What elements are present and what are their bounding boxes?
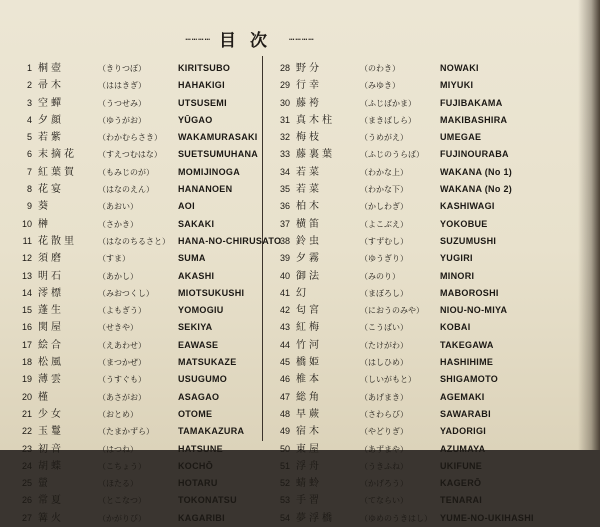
entry-chapter-title: 絵合: [38, 339, 64, 351]
toc-entry: [268, 371, 590, 388]
entry-romaji: USUGUMO: [178, 374, 228, 385]
entry-chapter-title: 総角: [296, 391, 322, 403]
entry-number: 54: [279, 512, 290, 523]
entry-romaji: TAMAKAZURA: [178, 426, 245, 437]
entry-reading: （すずむし）: [360, 236, 409, 246]
entry-romaji: WAKANA (No 1): [440, 166, 513, 177]
entry-romaji: KAGERŌ: [440, 478, 482, 489]
entry-number: 27: [21, 512, 32, 523]
entry-romaji: SEKIYA: [178, 322, 213, 333]
entry-romaji: WAKANA (No 2): [440, 184, 513, 195]
entry-reading: （あかし）: [98, 271, 138, 281]
entry-chapter-title: 椎本: [296, 374, 322, 386]
entry-reading: （みおつくし）: [98, 288, 154, 298]
toc-entry: [268, 164, 590, 181]
entry-reading: （はつね）: [98, 444, 138, 454]
entry-chapter-title: 蓬生: [38, 305, 64, 317]
entry-chapter-title: 少女: [38, 408, 64, 420]
entry-chapter-title: 真木柱: [296, 114, 335, 126]
entry-romaji: MABOROSHI: [440, 287, 499, 298]
entry-romaji: AKASHI: [178, 270, 215, 281]
toc-entry: [268, 441, 590, 458]
toc-entry: [268, 337, 590, 354]
entry-reading: （もみじのが）: [98, 167, 154, 177]
entry-romaji: MINORI: [440, 270, 475, 281]
toc-entry: [12, 146, 260, 163]
entry-chapter-title: 宿木: [296, 426, 322, 438]
entry-chapter-title: 末摘花: [38, 149, 77, 161]
entry-chapter-title: 螢: [38, 478, 51, 490]
entry-number: 20: [21, 391, 32, 402]
entry-reading: （はなのちるさと）: [98, 236, 170, 246]
entry-reading: （ゆうぎり）: [360, 254, 408, 264]
toc-entry: [12, 458, 260, 475]
entry-number: 22: [21, 426, 32, 437]
entry-chapter-title: 野分: [296, 63, 322, 74]
entry-romaji: FUJIBAKAMA: [440, 97, 503, 108]
entry-chapter-title: 梅枝: [296, 132, 322, 144]
entry-chapter-title: 関屋: [38, 322, 64, 334]
toc-entry: [12, 510, 260, 527]
entry-romaji: KOBAI: [440, 322, 471, 333]
toc-entry: [268, 250, 590, 267]
entry-reading: （のわき）: [360, 64, 400, 73]
entry-number: 38: [279, 235, 290, 246]
toc-entry: [268, 458, 590, 475]
entry-reading: （かげろう）: [360, 479, 408, 489]
entry-chapter-title: 紅梅: [296, 322, 322, 334]
toc-entry: [268, 146, 590, 163]
entry-number: 33: [279, 149, 290, 160]
entry-number: 52: [279, 478, 290, 489]
entry-number: 4: [26, 114, 32, 125]
entry-number: 3: [26, 97, 32, 108]
toc-entry: [12, 216, 260, 233]
entry-number: 46: [279, 374, 290, 385]
entry-chapter-title: 竹河: [296, 339, 322, 351]
entry-number: 31: [279, 114, 290, 125]
entry-romaji: SAKAKI: [178, 218, 215, 229]
entry-number: 43: [279, 322, 290, 333]
entry-number: 16: [21, 322, 32, 333]
entry-chapter-title: 蜻蛉: [296, 478, 322, 490]
entry-romaji: TOKONATSU: [178, 495, 237, 506]
toc-entry: [12, 77, 260, 94]
entry-reading: （ほたる）: [98, 479, 138, 489]
toc-entry: [268, 406, 590, 423]
entry-chapter-title: 藤裏葉: [296, 149, 335, 161]
entry-number: 2: [26, 80, 32, 91]
entry-chapter-title: 行幸: [296, 80, 322, 92]
entry-number: 25: [21, 478, 32, 489]
entry-reading: （あおい）: [98, 202, 138, 212]
toc-entry: [268, 233, 590, 250]
entry-number: 30: [279, 97, 290, 108]
toc-entry: [12, 285, 260, 302]
entry-romaji: AGEMAKI: [440, 391, 485, 402]
entry-reading: （ははきぎ）: [98, 81, 146, 91]
toc-entry: [268, 77, 590, 94]
toc-entry: [268, 181, 590, 198]
entry-chapter-title: 空蟬: [38, 97, 64, 109]
header-dots-right: …………: [289, 33, 315, 43]
entry-number: 41: [279, 287, 290, 298]
entry-romaji: KIRITSUBO: [178, 63, 231, 73]
toc-entry: [12, 250, 260, 267]
entry-romaji: MATSUKAZE: [178, 357, 237, 368]
entry-reading: （やどりぎ）: [360, 427, 408, 437]
entry-romaji: NOWAKI: [440, 63, 479, 73]
entry-chapter-title: 帚木: [38, 80, 64, 92]
entry-romaji: KAGARIBI: [178, 512, 225, 523]
entry-romaji: AOI: [178, 201, 195, 212]
toc-entry: [12, 423, 260, 440]
entry-romaji: MAKIBASHIRA: [440, 114, 508, 125]
entry-chapter-title: 橋姫: [296, 357, 322, 369]
entry-reading: （こうばい）: [360, 323, 408, 333]
entry-number: 28: [279, 63, 290, 73]
entry-romaji: MIOTSUKUSHI: [178, 287, 245, 298]
entry-chapter-title: 夕顔: [38, 114, 64, 126]
entry-romaji: ASAGAO: [178, 391, 220, 402]
entry-romaji: WAKAMURASAKI: [178, 132, 258, 143]
entry-reading: （まぼろし）: [360, 288, 408, 298]
entry-reading: （わかな下）: [360, 185, 408, 195]
toc-entry: [12, 181, 260, 198]
entry-reading: （うすぐも）: [98, 375, 146, 385]
entry-number: 49: [279, 426, 290, 437]
entry-reading: （こちょう）: [98, 461, 146, 471]
toc-entry: [12, 319, 260, 336]
toc-entry: [268, 389, 590, 406]
toc-entry: [268, 129, 590, 146]
entry-reading: （ふじのうらば）: [360, 150, 424, 160]
toc-entry: [268, 268, 590, 285]
entry-number: 48: [279, 408, 290, 419]
entry-reading: （せきや）: [98, 323, 138, 333]
entry-chapter-title: 松風: [38, 357, 64, 369]
toc-entry: [12, 389, 260, 406]
entry-romaji: SHIGAMOTO: [440, 374, 499, 385]
entry-reading: （まつかぜ）: [98, 358, 146, 368]
entry-number: 8: [26, 184, 32, 195]
entry-reading: （かがりび）: [98, 513, 146, 523]
toc-entry: [268, 423, 590, 440]
toc-entry: [12, 406, 260, 423]
entry-romaji: KOCHŌ: [178, 460, 213, 471]
entry-number: 23: [21, 443, 32, 454]
entry-chapter-title: 澪標: [38, 287, 64, 299]
toc-entry: [12, 198, 260, 215]
toc-column-left: [12, 60, 282, 527]
toc-entry: [268, 354, 590, 371]
toc-entry: [268, 510, 590, 527]
entry-reading: （ゆめのうきはし）: [360, 513, 432, 523]
entry-chapter-title: 鈴虫: [296, 235, 322, 247]
entry-number: 44: [279, 339, 290, 350]
entry-number: 5: [26, 132, 32, 143]
toc-entry: [12, 302, 260, 319]
entry-romaji: SUZUMUSHI: [440, 235, 497, 246]
toc-entry: [268, 492, 590, 509]
entry-chapter-title: 明石: [38, 270, 64, 282]
entry-reading: （よこぶえ）: [360, 219, 408, 229]
entry-reading: （さわらび）: [360, 409, 408, 419]
toc-entry: [12, 337, 260, 354]
entry-reading: （まきばしら）: [360, 115, 416, 125]
entry-romaji: HASHIHIME: [440, 357, 494, 368]
entry-romaji: UMEGAE: [440, 132, 482, 143]
entry-romaji: AZUMAYA: [440, 443, 486, 454]
entry-chapter-title: 横笛: [296, 218, 322, 230]
entry-number: 10: [21, 218, 32, 229]
entry-chapter-title: 紅葉賀: [38, 166, 77, 178]
entry-chapter-title: 東屋: [296, 443, 322, 455]
toc-entry: [268, 112, 590, 129]
entry-reading: （すま）: [98, 254, 130, 264]
header-dots-left: …………: [185, 33, 211, 43]
entry-romaji: HOTARU: [178, 478, 218, 489]
entry-romaji: HANANOEN: [178, 184, 233, 195]
entry-romaji: FUJINOURABA: [440, 149, 509, 160]
entry-number: 13: [21, 270, 32, 281]
toc-entry: [12, 60, 260, 77]
entry-romaji: TENARAI: [440, 495, 483, 506]
entry-number: 34: [279, 166, 290, 177]
entry-number: 7: [26, 166, 32, 177]
entry-reading: （におうのみや）: [360, 306, 424, 316]
toc-entry: [12, 233, 282, 250]
entry-number: 29: [279, 80, 290, 91]
entry-chapter-title: 榊: [38, 218, 51, 230]
entry-number: 17: [21, 339, 32, 350]
entry-chapter-title: 胡蝶: [38, 460, 64, 472]
entry-chapter-title: 柏木: [296, 201, 322, 213]
entry-number: 40: [279, 270, 290, 281]
entry-number: 15: [21, 305, 32, 316]
entry-chapter-title: 幻: [296, 287, 309, 299]
entry-number: 50: [279, 443, 290, 454]
entry-chapter-title: 篝火: [38, 512, 64, 524]
entry-romaji: YOKOBUE: [440, 218, 488, 229]
entry-reading: （はしひめ）: [360, 358, 408, 368]
entry-reading: （すえつむはな）: [98, 150, 162, 160]
entry-romaji: NIOU-NO-MIYA: [440, 305, 508, 316]
entry-reading: （よもぎう）: [98, 306, 146, 316]
toc-entry: [268, 475, 590, 492]
entry-chapter-title: 薄雲: [38, 374, 64, 386]
entry-chapter-title: 藤袴: [296, 97, 322, 109]
entry-reading: （ゆうがお）: [98, 115, 146, 125]
entry-reading: （おとめ）: [98, 409, 138, 419]
entry-number: 21: [21, 408, 32, 419]
entry-romaji: YUME-NO-UKIHASHI: [440, 512, 534, 523]
entry-romaji: HANA-NO-CHIRUSATO: [178, 235, 282, 246]
toc-entry: [12, 371, 260, 388]
entry-romaji: MIYUKI: [440, 80, 474, 91]
entry-romaji: HATSUNE: [178, 443, 223, 454]
entry-reading: （ふじばかま）: [360, 98, 416, 108]
toc-entry: [12, 475, 260, 492]
entry-reading: （みゆき）: [360, 81, 400, 91]
entry-number: 9: [26, 201, 32, 212]
toc-entry: [12, 164, 260, 181]
toc-entry: [268, 319, 590, 336]
entry-number: 47: [279, 391, 290, 402]
page-title: 目次: [219, 30, 281, 51]
entry-chapter-title: 早蕨: [296, 408, 322, 420]
entry-chapter-title: 夕霧: [296, 253, 322, 265]
entry-romaji: MOMIJINOGA: [178, 166, 241, 177]
entry-chapter-title: 花散里: [38, 235, 77, 247]
entry-romaji: SUMA: [178, 253, 206, 264]
entry-number: 12: [21, 253, 32, 264]
toc-entry: [12, 95, 260, 112]
entry-reading: （うきふね）: [360, 461, 408, 471]
toc-entry: [268, 95, 590, 112]
entry-reading: （えあわせ）: [98, 340, 146, 350]
entry-chapter-title: 葵: [38, 201, 51, 213]
entry-chapter-title: 若菜: [296, 184, 322, 196]
entry-romaji: YŪGAO: [178, 114, 213, 125]
entry-number: 14: [21, 287, 32, 298]
entry-romaji: YUGIRI: [440, 253, 473, 264]
entry-reading: （たまかずら）: [98, 427, 154, 437]
entry-reading: （あずまや）: [360, 444, 408, 454]
page-edge-shadow: [578, 0, 600, 450]
entry-reading: （きりつぼ）: [98, 64, 146, 73]
entry-romaji: TAKEGAWA: [440, 339, 494, 350]
entry-romaji: YADORIGI: [440, 426, 487, 437]
entry-romaji: EAWASE: [178, 339, 219, 350]
entry-chapter-title: 初音: [38, 443, 64, 455]
entry-number: 11: [22, 235, 32, 246]
entry-reading: （しいがもと）: [360, 375, 416, 385]
entry-reading: （てならい）: [360, 496, 408, 506]
entry-number: 6: [26, 149, 32, 160]
toc-entry: [268, 198, 590, 215]
entry-number: 19: [21, 374, 32, 385]
toc-entry: [12, 129, 260, 146]
entry-chapter-title: 常夏: [38, 495, 64, 507]
entry-reading: （うつせみ）: [98, 98, 146, 108]
entry-reading: （うめがえ）: [360, 133, 408, 143]
entry-number: 53: [279, 495, 290, 506]
entry-reading: （あさがお）: [98, 392, 146, 402]
entry-reading: （わかな上）: [360, 167, 408, 177]
entry-chapter-title: 花宴: [38, 184, 64, 196]
entry-romaji: SAWARABI: [440, 408, 491, 419]
entry-chapter-title: 槿: [38, 391, 51, 403]
entry-reading: （わかむらさき）: [98, 133, 162, 143]
entry-chapter-title: 玉鬘: [38, 426, 64, 438]
entry-chapter-title: 手習: [296, 495, 322, 507]
entry-number: 32: [279, 132, 290, 143]
entry-romaji: KASHIWAGI: [440, 201, 495, 212]
entry-number: 51: [279, 460, 290, 471]
toc-entry: [12, 112, 260, 129]
toc-entry: [268, 285, 590, 302]
toc-column-right: [268, 60, 590, 527]
entry-number: 1: [26, 63, 32, 73]
entry-chapter-title: 夢浮橋: [296, 512, 335, 524]
entry-reading: （たけがわ）: [360, 340, 408, 350]
toc-entry: [268, 302, 590, 319]
entry-number: 39: [279, 253, 290, 264]
entry-reading: （みのり）: [360, 271, 400, 281]
entry-number: 42: [279, 305, 290, 316]
entry-number: 45: [279, 357, 290, 368]
toc-entry: [268, 216, 590, 233]
entry-chapter-title: 須磨: [38, 253, 64, 265]
entry-chapter-title: 匂宮: [296, 305, 322, 317]
entry-reading: （かしわぎ）: [360, 202, 408, 212]
entry-number: 37: [279, 218, 290, 229]
entry-romaji: HAHAKIGI: [178, 80, 225, 91]
toc-entry: [12, 268, 260, 285]
toc-header: [170, 26, 330, 50]
entry-chapter-title: 浮舟: [296, 460, 322, 472]
entry-romaji: UKIFUNE: [440, 460, 483, 471]
entry-reading: （あげまき）: [360, 392, 408, 402]
entry-romaji: SUETSUMUHANA: [178, 149, 259, 160]
entry-romaji: UTSUSEMI: [178, 97, 227, 108]
entry-number: 26: [21, 495, 32, 506]
entry-chapter-title: 桐壺: [38, 63, 64, 74]
entry-reading: （とこなつ）: [98, 496, 146, 506]
toc-entry: [12, 492, 260, 509]
entry-number: 35: [279, 184, 290, 195]
entry-chapter-title: 若紫: [38, 132, 64, 144]
entry-number: 18: [21, 357, 32, 368]
entry-reading: （さかき）: [98, 219, 138, 229]
entry-romaji: YOMOGIU: [178, 305, 224, 316]
toc-entry: [12, 354, 260, 371]
entry-romaji: OTOME: [178, 408, 213, 419]
entry-number: 24: [21, 460, 32, 471]
entry-chapter-title: 若菜: [296, 166, 322, 178]
toc-entry: [12, 441, 260, 458]
toc-entry: [268, 60, 590, 77]
entry-number: 36: [279, 201, 290, 212]
entry-chapter-title: 御法: [296, 270, 322, 282]
entry-reading: （はなのえん）: [98, 185, 154, 195]
